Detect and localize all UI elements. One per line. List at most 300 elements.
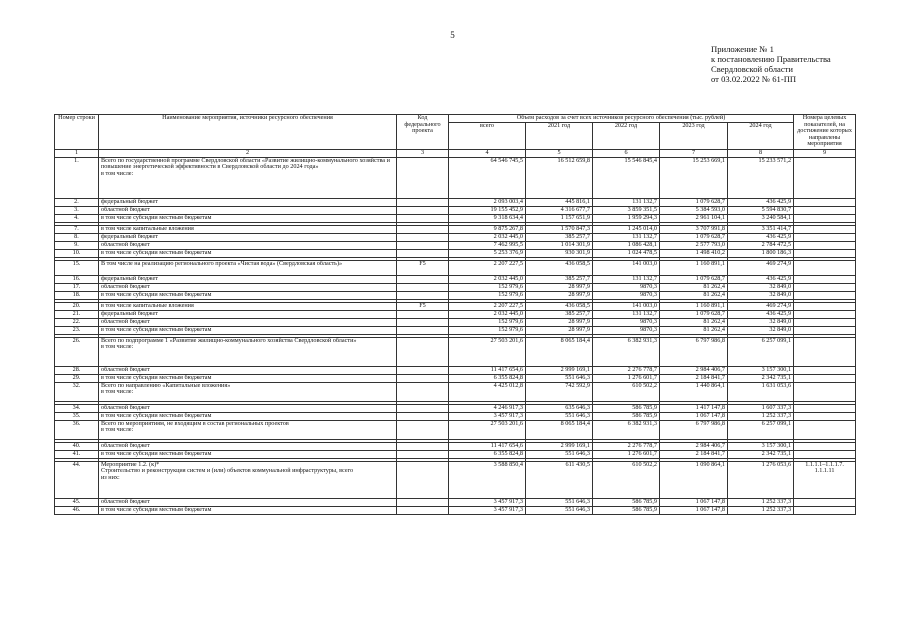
- row-name-cell: в том числе субсидии местным бюджетам: [99, 412, 397, 420]
- row-name-cell: Всего по подпрограмме 1 «Развитие жилищно-коммунального хозяйства Свердловской области» в том числе:: [99, 337, 397, 366]
- year-2023-cell: 1 067 147,8: [660, 412, 728, 420]
- column-number: 4: [449, 149, 526, 157]
- targets-cell: [794, 420, 856, 439]
- year-2021-cell: 4 316 677,7: [526, 206, 593, 214]
- year-2023-cell: 1 090 864,1: [660, 461, 728, 498]
- year-2023-cell: 1 079 628,7: [660, 275, 728, 283]
- year-2023-cell: 81 262,4: [660, 318, 728, 326]
- targets-cell: [794, 450, 856, 458]
- column-number-row: [55, 149, 856, 157]
- row-number-cell: 34.: [55, 404, 99, 412]
- year-2024-cell: 2 784 472,5: [728, 241, 794, 249]
- row-name-cell: областной бюджет: [99, 442, 397, 450]
- column-number: 5: [526, 149, 593, 157]
- total-cell: 3 588 850,4: [449, 461, 526, 498]
- year-2022-cell: 6 382 931,3: [593, 337, 660, 366]
- year-2022-cell: 141 003,0: [593, 260, 660, 275]
- total-cell: 2 207 227,5: [449, 260, 526, 275]
- row-name-cell: областной бюджет: [99, 318, 397, 326]
- row-name-cell: областной бюджет: [99, 404, 397, 412]
- federal-code-cell: [397, 498, 449, 506]
- targets-cell: [794, 198, 856, 206]
- year-2023-cell: 3 707 991,8: [660, 225, 728, 233]
- appendix-line: Приложение № 1: [711, 44, 774, 54]
- table-row: [55, 420, 856, 439]
- total-cell: 2 207 227,5: [449, 302, 526, 310]
- year-2022-cell: 9870,3: [593, 326, 660, 334]
- total-cell: 2 032 445,0: [449, 310, 526, 318]
- row-number-cell: 15.: [55, 260, 99, 275]
- year-2024-cell: 1 276 053,6: [728, 461, 794, 498]
- row-number-cell: 1.: [55, 157, 99, 198]
- row-name-cell: федеральный бюджет: [99, 233, 397, 241]
- header-2024: 2024 год: [728, 122, 794, 149]
- targets-cell: [794, 374, 856, 382]
- header-volume: Объем расходов за счет всех источников ресурсного обеспечения (тыс. рублей): [449, 115, 794, 123]
- year-2021-cell: 1 570 847,3: [526, 225, 593, 233]
- year-2022-cell: 586 785,9: [593, 498, 660, 506]
- table-row: [55, 326, 856, 334]
- year-2024-cell: 1 252 337,3: [728, 506, 794, 514]
- total-cell: 152 979,6: [449, 283, 526, 291]
- targets-cell: [794, 241, 856, 249]
- total-cell: 152 979,6: [449, 291, 526, 299]
- targets-cell: [794, 498, 856, 506]
- total-cell: 9 318 634,4: [449, 214, 526, 222]
- year-2023-cell: 1 417 147,8: [660, 404, 728, 412]
- header-federal-code: Код федерального проекта: [397, 115, 449, 150]
- targets-cell: [794, 283, 856, 291]
- year-2021-cell: 28 997,9: [526, 291, 593, 299]
- year-2024-cell: 1 252 337,3: [728, 498, 794, 506]
- column-number: 7: [660, 149, 728, 157]
- year-2021-cell: 28 997,9: [526, 283, 593, 291]
- year-2023-cell: 2 984 406,7: [660, 366, 728, 374]
- row-name-cell: в том числе субсидии местным бюджетам: [99, 214, 397, 222]
- targets-cell: [794, 214, 856, 222]
- column-number: 2: [99, 149, 397, 157]
- federal-code-cell: [397, 382, 449, 401]
- row-name-cell: в том числе субсидии местным бюджетам: [99, 249, 397, 257]
- row-number-cell: 35.: [55, 412, 99, 420]
- row-name-cell: федеральный бюджет: [99, 275, 397, 283]
- total-cell: 2 032 445,0: [449, 275, 526, 283]
- federal-code-cell: [397, 275, 449, 283]
- year-2021-cell: 385 257,7: [526, 233, 593, 241]
- year-2022-cell: 15 546 845,4: [593, 157, 660, 198]
- row-number-cell: 2.: [55, 198, 99, 206]
- row-number-cell: 28.: [55, 366, 99, 374]
- table-row: [55, 198, 856, 206]
- year-2023-cell: 1 498 410,2: [660, 249, 728, 257]
- row-number-cell: 41.: [55, 450, 99, 458]
- year-2023-cell: 2 577 793,0: [660, 241, 728, 249]
- year-2021-cell: 8 065 184,4: [526, 420, 593, 439]
- federal-code-cell: [397, 283, 449, 291]
- table-row: [55, 241, 856, 249]
- year-2024-cell: 436 425,9: [728, 310, 794, 318]
- year-2021-cell: 611 430,5: [526, 461, 593, 498]
- total-cell: 4 246 917,3: [449, 404, 526, 412]
- total-cell: 11 417 654,6: [449, 442, 526, 450]
- row-name-cell: Всего по мероприятиям, не входящим в состав региональных проектов в том числе:: [99, 420, 397, 439]
- total-cell: 3 457 917,3: [449, 412, 526, 420]
- year-2023-cell: 15 253 669,1: [660, 157, 728, 198]
- year-2021-cell: 16 512 659,8: [526, 157, 593, 198]
- table-row: [55, 233, 856, 241]
- row-number-cell: 22.: [55, 318, 99, 326]
- table-row: [55, 461, 856, 498]
- year-2022-cell: 3 859 351,5: [593, 206, 660, 214]
- year-2021-cell: 385 257,7: [526, 275, 593, 283]
- row-number-cell: 44.: [55, 461, 99, 498]
- year-2024-cell: 1 607 337,3: [728, 404, 794, 412]
- targets-cell: [794, 442, 856, 450]
- row-number-cell: 23.: [55, 326, 99, 334]
- table-row: [55, 302, 856, 310]
- row-number-cell: 45.: [55, 498, 99, 506]
- year-2021-cell: 436 058,5: [526, 260, 593, 275]
- year-2021-cell: 930 301,9: [526, 249, 593, 257]
- year-2024-cell: 6 257 099,1: [728, 420, 794, 439]
- year-2022-cell: 610 502,2: [593, 461, 660, 498]
- year-2024-cell: 32 849,0: [728, 318, 794, 326]
- row-number-cell: 29.: [55, 374, 99, 382]
- table-row: [55, 506, 856, 514]
- targets-cell: [794, 382, 856, 401]
- column-number: 3: [397, 149, 449, 157]
- row-number-cell: 3.: [55, 206, 99, 214]
- header-row-number: Номер строки: [55, 115, 99, 150]
- total-cell: 152 979,6: [449, 326, 526, 334]
- year-2021-cell: 1 157 651,9: [526, 214, 593, 222]
- year-2023-cell: 1 067 147,8: [660, 498, 728, 506]
- targets-cell: [794, 366, 856, 374]
- targets-cell: [794, 233, 856, 241]
- row-number-cell: 4.: [55, 214, 99, 222]
- row-name-cell: в том числе субсидии местным бюджетам: [99, 374, 397, 382]
- total-cell: 4 425 012,8: [449, 382, 526, 401]
- federal-code-cell: [397, 374, 449, 382]
- federal-code-cell: [397, 291, 449, 299]
- federal-code-cell: F5: [397, 302, 449, 310]
- page-number: 5: [450, 30, 455, 40]
- expenditure-table: [54, 114, 856, 515]
- year-2024-cell: 32 849,0: [728, 283, 794, 291]
- row-number-cell: 46.: [55, 506, 99, 514]
- row-name-cell: Всего по направлению «Капитальные вложения» в том числе:: [99, 382, 397, 401]
- row-name-cell: Всего по государственной программе Свердловской области «Развитие жилищно-коммунального хозяйства и повышение энергетической эффективности в Свердловской области до 2024 года» в том числе:: [99, 157, 397, 198]
- appendix-line: от 03.02.2022 № 61-ПП: [711, 74, 797, 84]
- table-row: [55, 366, 856, 374]
- row-name-cell: областной бюджет: [99, 206, 397, 214]
- federal-code-cell: [397, 326, 449, 334]
- table-row: [55, 291, 856, 299]
- row-number-cell: 40.: [55, 442, 99, 450]
- header-total: всего: [449, 122, 526, 149]
- header-2021: 2021 год: [526, 122, 593, 149]
- federal-code-cell: [397, 450, 449, 458]
- targets-cell: [794, 157, 856, 198]
- federal-code-cell: [397, 506, 449, 514]
- year-2022-cell: 9870,3: [593, 318, 660, 326]
- year-2022-cell: 131 132,7: [593, 275, 660, 283]
- year-2023-cell: 81 262,4: [660, 291, 728, 299]
- federal-code-cell: [397, 404, 449, 412]
- table-row: [55, 337, 856, 366]
- federal-code-cell: [397, 412, 449, 420]
- row-number-cell: 21.: [55, 310, 99, 318]
- year-2023-cell: 5 384 593,0: [660, 206, 728, 214]
- column-number: 6: [593, 149, 660, 157]
- table-row: [55, 382, 856, 401]
- row-number-cell: 8.: [55, 233, 99, 241]
- total-cell: 6 355 824,8: [449, 374, 526, 382]
- table-body: [55, 157, 856, 514]
- year-2024-cell: 5 594 830,7: [728, 206, 794, 214]
- year-2023-cell: 1 440 864,1: [660, 382, 728, 401]
- year-2024-cell: 3 240 584,1: [728, 214, 794, 222]
- year-2023-cell: 2 984 406,7: [660, 442, 728, 450]
- table-row: [55, 157, 856, 198]
- appendix-line: к постановлению Правительства: [711, 54, 831, 64]
- year-2022-cell: 9870,3: [593, 291, 660, 299]
- header-name: Наименование мероприятия, источники ресурсного обеспечения: [99, 115, 397, 150]
- appendix-line: Свердловской области: [711, 64, 794, 74]
- year-2024-cell: 1 631 053,6: [728, 382, 794, 401]
- year-2023-cell: 1 067 147,8: [660, 506, 728, 514]
- year-2021-cell: 635 646,3: [526, 404, 593, 412]
- table-row: [55, 206, 856, 214]
- row-name-cell: в том числе капитальные вложения: [99, 302, 397, 310]
- targets-cell: [794, 249, 856, 257]
- year-2024-cell: 3 351 414,7: [728, 225, 794, 233]
- year-2024-cell: 469 274,9: [728, 302, 794, 310]
- year-2023-cell: 1 160 891,1: [660, 260, 728, 275]
- table-row: [55, 412, 856, 420]
- year-2024-cell: 2 342 735,1: [728, 374, 794, 382]
- year-2022-cell: 131 132,7: [593, 233, 660, 241]
- row-name-cell: областной бюджет: [99, 498, 397, 506]
- year-2022-cell: 1 959 294,3: [593, 214, 660, 222]
- row-number-cell: 36.: [55, 420, 99, 439]
- year-2022-cell: 1 024 478,5: [593, 249, 660, 257]
- year-2022-cell: 2 276 778,7: [593, 442, 660, 450]
- year-2021-cell: 445 816,1: [526, 198, 593, 206]
- year-2023-cell: 6 797 986,8: [660, 420, 728, 439]
- row-number-cell: 17.: [55, 283, 99, 291]
- table-row: [55, 442, 856, 450]
- targets-cell: [794, 404, 856, 412]
- table-row: [55, 498, 856, 506]
- row-name-cell: областной бюджет: [99, 241, 397, 249]
- year-2024-cell: 436 425,9: [728, 233, 794, 241]
- year-2023-cell: 1 079 628,7: [660, 310, 728, 318]
- total-cell: 19 155 452,9: [449, 206, 526, 214]
- year-2022-cell: 586 785,9: [593, 506, 660, 514]
- year-2022-cell: 610 502,2: [593, 382, 660, 401]
- year-2024-cell: 6 257 099,1: [728, 337, 794, 366]
- total-cell: 152 979,6: [449, 318, 526, 326]
- row-number-cell: 10.: [55, 249, 99, 257]
- year-2022-cell: 131 132,7: [593, 198, 660, 206]
- year-2023-cell: 2 184 841,7: [660, 450, 728, 458]
- table-row: [55, 318, 856, 326]
- targets-cell: [794, 318, 856, 326]
- table-row: [55, 450, 856, 458]
- targets-cell: 1.1.1.1–1.1.1.7. 1.1.1.11: [794, 461, 856, 498]
- year-2024-cell: 469 274,9: [728, 260, 794, 275]
- table-row: [55, 225, 856, 233]
- header-2023: 2023 год: [660, 122, 728, 149]
- table-row: [55, 374, 856, 382]
- federal-code-cell: [397, 241, 449, 249]
- year-2022-cell: 586 785,9: [593, 412, 660, 420]
- appendix-note: [711, 44, 831, 84]
- total-cell: 6 355 824,8: [449, 450, 526, 458]
- row-name-cell: в том числе субсидии местным бюджетам: [99, 291, 397, 299]
- year-2021-cell: 551 646,3: [526, 506, 593, 514]
- row-name-cell: в том числе субсидии местным бюджетам: [99, 326, 397, 334]
- header-targets: Номера целевых показателей, на достижение которых направлены мероприятия: [794, 115, 856, 150]
- federal-code-cell: [397, 420, 449, 439]
- year-2021-cell: 2 999 169,1: [526, 442, 593, 450]
- year-2023-cell: 2 184 841,7: [660, 374, 728, 382]
- row-name-cell: областной бюджет: [99, 283, 397, 291]
- year-2024-cell: 436 425,9: [728, 275, 794, 283]
- row-number-cell: 20.: [55, 302, 99, 310]
- federal-code-cell: [397, 310, 449, 318]
- total-cell: 5 253 376,9: [449, 249, 526, 257]
- federal-code-cell: [397, 206, 449, 214]
- targets-cell: [794, 225, 856, 233]
- year-2024-cell: 1 800 186,3: [728, 249, 794, 257]
- year-2024-cell: 32 849,0: [728, 291, 794, 299]
- year-2023-cell: 81 262,4: [660, 326, 728, 334]
- row-name-cell: в том числе субсидии местным бюджетам: [99, 450, 397, 458]
- table-row: [55, 404, 856, 412]
- column-number: 9: [794, 149, 856, 157]
- year-2023-cell: 1 079 628,7: [660, 198, 728, 206]
- total-cell: 2 032 445,0: [449, 233, 526, 241]
- targets-cell: [794, 326, 856, 334]
- row-number-cell: 16.: [55, 275, 99, 283]
- row-number-cell: 9.: [55, 241, 99, 249]
- federal-code-cell: [397, 157, 449, 198]
- federal-code-cell: F5: [397, 260, 449, 275]
- year-2021-cell: 385 257,7: [526, 310, 593, 318]
- row-number-cell: 7.: [55, 225, 99, 233]
- federal-code-cell: [397, 225, 449, 233]
- year-2023-cell: 81 262,4: [660, 283, 728, 291]
- table-row: [55, 310, 856, 318]
- year-2022-cell: 131 132,7: [593, 310, 660, 318]
- federal-code-cell: [397, 249, 449, 257]
- total-cell: 7 462 995,5: [449, 241, 526, 249]
- year-2022-cell: 1 276 601,7: [593, 450, 660, 458]
- year-2024-cell: 2 342 735,1: [728, 450, 794, 458]
- row-name-cell: Мероприятие 1.2. (к)* Строительство и реконструкция систем и (или) объектов коммунальной инфраструктуры, всего из них:: [99, 461, 397, 498]
- total-cell: 9 875 267,8: [449, 225, 526, 233]
- federal-code-cell: [397, 214, 449, 222]
- total-cell: 3 457 917,3: [449, 506, 526, 514]
- targets-cell: [794, 206, 856, 214]
- table-header: [55, 115, 856, 158]
- federal-code-cell: [397, 233, 449, 241]
- targets-cell: [794, 412, 856, 420]
- row-name-cell: областной бюджет: [99, 366, 397, 374]
- targets-cell: [794, 302, 856, 310]
- year-2021-cell: 551 646,3: [526, 412, 593, 420]
- targets-cell: [794, 275, 856, 283]
- table-row: [55, 275, 856, 283]
- year-2021-cell: 2 999 169,1: [526, 366, 593, 374]
- year-2022-cell: 141 003,0: [593, 302, 660, 310]
- federal-code-cell: [397, 442, 449, 450]
- year-2022-cell: 1 086 428,1: [593, 241, 660, 249]
- year-2022-cell: 586 785,9: [593, 404, 660, 412]
- total-cell: 3 457 917,3: [449, 498, 526, 506]
- year-2022-cell: 9870,3: [593, 283, 660, 291]
- targets-cell: [794, 310, 856, 318]
- year-2022-cell: 1 245 014,0: [593, 225, 660, 233]
- total-cell: 27 503 201,6: [449, 420, 526, 439]
- year-2021-cell: 551 646,3: [526, 450, 593, 458]
- total-cell: 2 093 003,4: [449, 198, 526, 206]
- row-name-cell: в том числе капитальные вложения: [99, 225, 397, 233]
- row-name-cell: федеральный бюджет: [99, 310, 397, 318]
- table-row: [55, 260, 856, 275]
- table-row: [55, 214, 856, 222]
- year-2021-cell: 551 646,3: [526, 498, 593, 506]
- year-2024-cell: 32 849,0: [728, 326, 794, 334]
- year-2023-cell: 2 961 104,1: [660, 214, 728, 222]
- header-2022: 2022 год: [593, 122, 660, 149]
- row-name-cell: в том числе субсидии местным бюджетам: [99, 506, 397, 514]
- year-2023-cell: 1 079 628,7: [660, 233, 728, 241]
- row-number-cell: 26.: [55, 337, 99, 366]
- federal-code-cell: [397, 461, 449, 498]
- table-row: [55, 249, 856, 257]
- year-2022-cell: 6 382 931,3: [593, 420, 660, 439]
- row-number-cell: 18.: [55, 291, 99, 299]
- total-cell: 11 417 654,6: [449, 366, 526, 374]
- row-name-cell: В том числе на реализацию регионального проекта «Чистая вода» (Свердловская область)»: [99, 260, 397, 275]
- year-2023-cell: 6 797 986,8: [660, 337, 728, 366]
- column-number: 1: [55, 149, 99, 157]
- year-2024-cell: 436 425,9: [728, 198, 794, 206]
- row-number-cell: 32.: [55, 382, 99, 401]
- year-2021-cell: 28 997,9: [526, 326, 593, 334]
- federal-code-cell: [397, 198, 449, 206]
- federal-code-cell: [397, 366, 449, 374]
- year-2021-cell: 436 058,5: [526, 302, 593, 310]
- targets-cell: [794, 291, 856, 299]
- column-number: 8: [728, 149, 794, 157]
- year-2023-cell: 1 160 891,1: [660, 302, 728, 310]
- targets-cell: [794, 260, 856, 275]
- year-2021-cell: 551 646,3: [526, 374, 593, 382]
- row-name-cell: федеральный бюджет: [99, 198, 397, 206]
- table-row: [55, 283, 856, 291]
- year-2022-cell: 1 276 601,7: [593, 374, 660, 382]
- targets-cell: [794, 337, 856, 366]
- year-2021-cell: 742 592,9: [526, 382, 593, 401]
- year-2024-cell: 1 252 337,3: [728, 412, 794, 420]
- total-cell: 27 503 201,6: [449, 337, 526, 366]
- year-2021-cell: 8 065 184,4: [526, 337, 593, 366]
- year-2021-cell: 28 997,9: [526, 318, 593, 326]
